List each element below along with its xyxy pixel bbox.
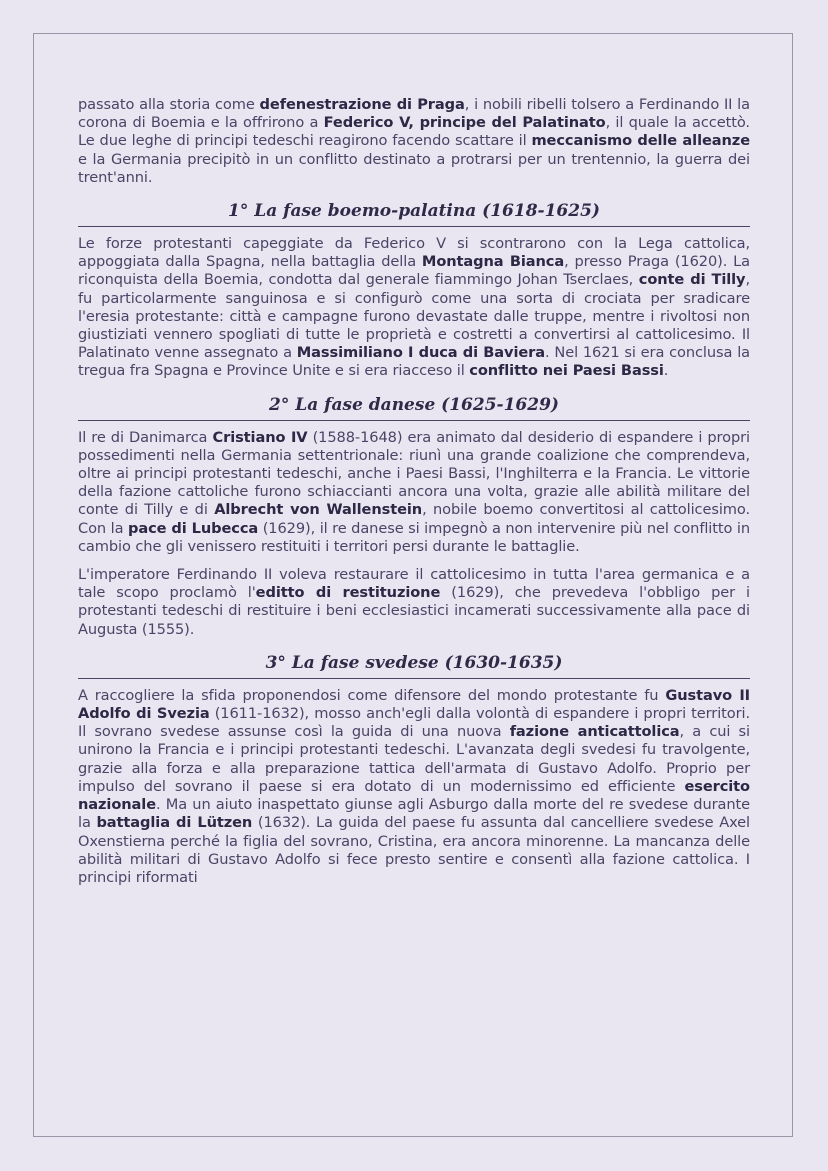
intro-paragraph: passato alla storia come defenestrazione di Praga, i nobili ribelli tolsero a Ferdinando II la corona di Boemia e la offrirono a Federico V, principe del Palatinato, il quale la accettò. Le due leghe di principi tedeschi reagirono facendo scattare il meccanismo delle alleanze e la Germania precipitò in un conflitto destinato a protrarsi per un trentennio, la guerra dei trent'anni. bbox=[78, 96, 751, 186]
section-heading-danese: 2° La fase danese (1625-1629) bbox=[78, 381, 750, 421]
paragraph-svedese: A raccogliere la sfida proponendosi come difensore del mondo protestante fu Gustavo II Adolfo di Svezia (1611-1632), mosso anch'egli dalla volontà di espandere i propri territori. Il sovrano svedese assunse così la guida di una nuova fazione anticattolica, a cui si unirono la Francia e i principi protestanti tedeschi. L'avanzata degli svedesi fu travolgente, grazie alla forza e alla preparazione tattica dell'armata di Gustavo Adolfo. Proprio per impulso del sovrano il paese si era dotato di un modernissimo ed efficiente esercito nazionale. Ma un aiuto inaspettato giunse agli Asburgo dalla morte del re svedese durante la battaglia di Lützen (1632). La guida del paese fu assunta dal cancelliere svedese Axel Oxenstierna perché la figlia del sovrano, Cristina, era ancora minorenne. La mancanza delle abilità militari di Gustavo Adolfo si fece presto sentire e consentì alla fazione cattolica. I principi riformati bbox=[78, 686, 751, 886]
paragraph-gap bbox=[78, 556, 750, 566]
paragraph-boemo-palatina: Le forze protestanti capeggiate da Federico V si scontrarono con la Lega cattolica, appoggiata dalla Spagna, nella battaglia della Montagna Bianca, presso Praga (1620). La riconquista della Boemia, condotta dal generale fiammingo Johan Tserclaes, conte di Tilly, fu particolarmente sanguinosa e si configurò come una sorta di crociata per sradicare l'eresia protestante: città e campagne furono devastate dalle truppe, mentre i rivoltosi non giustiziati vennero spogliati di tutte le proprietà e costretti a convertirsi al cattolicesimo. Il Palatinato venne assegnato a Massimiliano I duca di Baviera. Nel 1621 si era conclusa la tregua fra Spagna e Province Unite e si era riacceso il conflitto nei Paesi Bassi. bbox=[78, 235, 751, 380]
key-term: Massimiliano I duca di Baviera bbox=[296, 344, 546, 362]
key-term: editto di restituzione bbox=[255, 584, 441, 602]
key-term: Cristiano IV bbox=[212, 428, 308, 446]
key-term: esercito nazionale bbox=[78, 777, 750, 814]
key-term: conflitto nei Paesi Bassi bbox=[469, 362, 664, 380]
paragraph-danese-1: Il re di Danimarca Cristiano IV (1588-1648) era animato dal desiderio di espandere i propri possedimenti nella Germania settentrionale: riunì una grande coalizione che comprendeva, oltre ai principi protestanti tedeschi, anche i Paesi Bassi, l'Inghilterra e la Francia. Le vittorie della fazione cattoliche furono schiaccianti ancora una volta, grazie alle abilità militare del conte di Tilly e di Albrecht von Wallenstein, nobile boemo convertitosi al cattolicesimo. Con la pace di Lubecca (1629), il re danese si impegnò a non intervenire più nel conflitto in cambio che gli venissero restituiti i territori persi durante le battaglie. bbox=[78, 428, 751, 555]
section-heading-boemo-palatina: 1° La fase boemo-palatina (1618-1625) bbox=[78, 187, 750, 227]
paragraph-danese-2: L'imperatore Ferdinando II voleva restaurare il cattolicesimo in tutta l'area germanica e a tale scopo proclamò l'editto di restituzione (1629), che prevedeva l'obbligo per i protestanti tedeschi di restituire i beni ecclesiastici incamerati successivamente alla pace di Augusta (1555). bbox=[78, 566, 750, 638]
key-term: Gustavo II Adolfo di Svezia bbox=[78, 686, 750, 723]
key-term: Albrecht von Wallenstein bbox=[214, 501, 423, 519]
key-term: defenestrazione di Praga bbox=[259, 96, 465, 113]
section-heading-svedese: 3° La fase svedese (1630-1635) bbox=[78, 639, 750, 679]
key-term: Federico V, principe del Palatinato bbox=[323, 114, 606, 132]
document-body bbox=[78, 96, 750, 887]
key-term: meccanismo delle alleanze bbox=[531, 132, 751, 150]
key-term: Montagna Bianca bbox=[421, 253, 565, 271]
key-term: fazione anticattolica bbox=[509, 723, 680, 741]
key-term: pace di Lubecca bbox=[127, 519, 259, 537]
key-term: battaglia di Lützen bbox=[96, 814, 253, 832]
key-term: conte di Tilly bbox=[638, 271, 746, 289]
